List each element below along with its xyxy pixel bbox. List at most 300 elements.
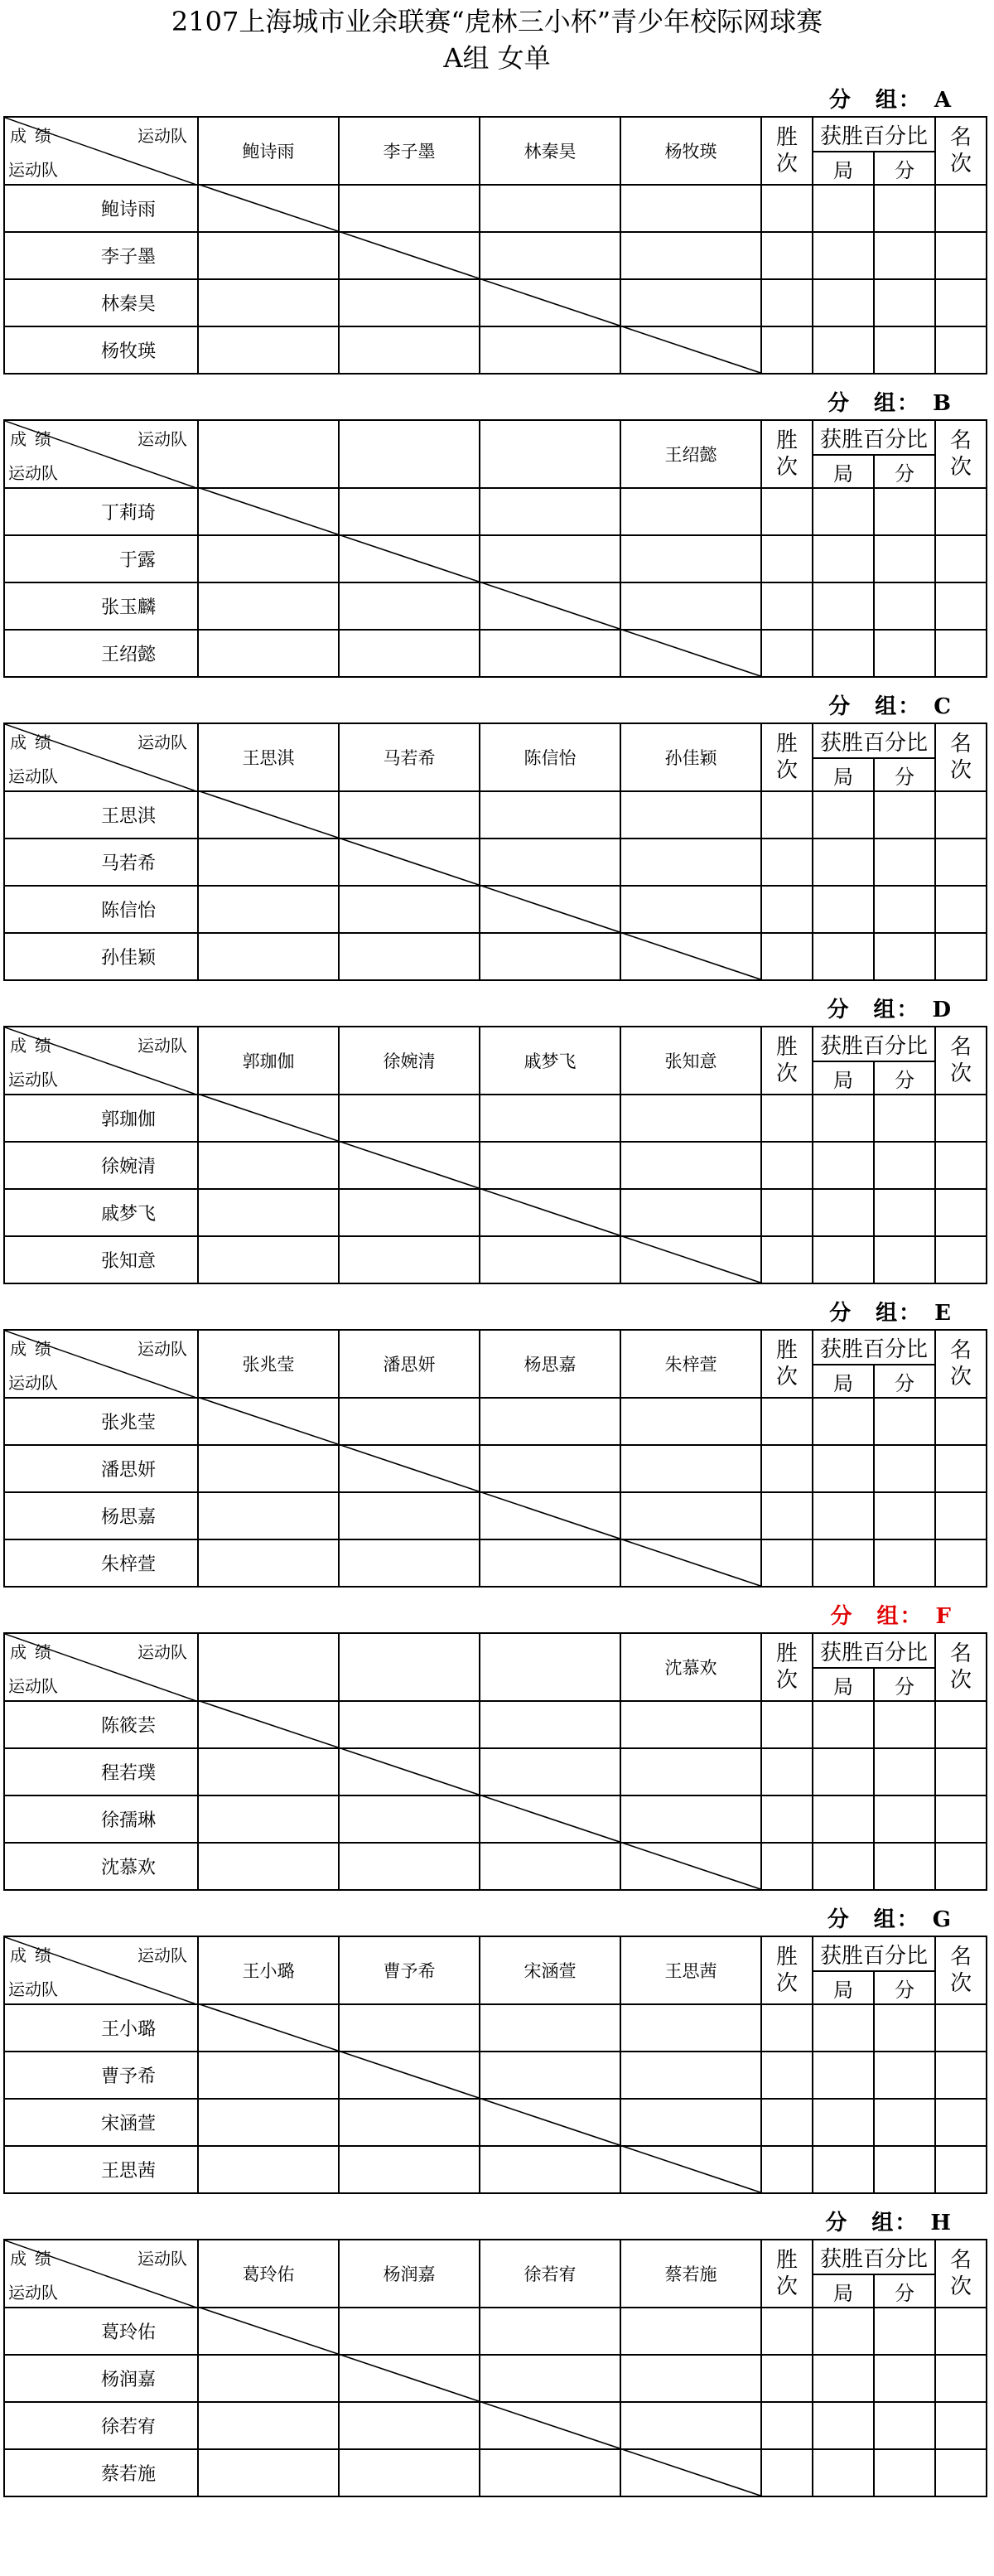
score-cell: [761, 1445, 813, 1492]
row-player-name: 陈筱芸: [4, 1701, 198, 1748]
score-cell: [761, 1492, 813, 1539]
score-cell: [198, 886, 339, 933]
wins-header: [761, 420, 813, 488]
win-percentage-header: 获胜百分比: [813, 2240, 935, 2274]
row-player-name: 朱梓萱: [4, 1539, 198, 1587]
score-cell: [339, 2308, 480, 2355]
score-cell: [813, 886, 874, 933]
rank-header: [935, 420, 987, 488]
score-cell: [620, 1142, 761, 1189]
table-row: [4, 326, 987, 374]
corner-score-label: 成绩: [10, 1945, 60, 1965]
column-player-name: 曹予希: [339, 1936, 480, 2004]
score-cell: [620, 582, 761, 630]
score-cell: [874, 232, 935, 279]
row-player-name: 张兆莹: [4, 1398, 198, 1445]
points-header: 分: [874, 758, 935, 791]
wins-header: [761, 1633, 813, 1701]
row-player-name: 杨思嘉: [4, 1492, 198, 1539]
row-player-name: 程若璞: [4, 1748, 198, 1795]
table-row: [4, 2402, 987, 2449]
score-cell: [813, 933, 874, 980]
score-cell: [874, 630, 935, 677]
column-player-name: 马若希: [339, 723, 480, 791]
score-cell: [935, 886, 987, 933]
score-cell: [339, 1748, 480, 1795]
score-cell: [761, 1795, 813, 1843]
row-player-name: 郭珈伽: [4, 1095, 198, 1142]
score-cell: [761, 2099, 813, 2146]
score-cell: [198, 1492, 339, 1539]
score-cell: [198, 1701, 339, 1748]
score-cell: [198, 1795, 339, 1843]
score-cell: [339, 2099, 480, 2146]
score-cell: [620, 886, 761, 933]
row-player-name: 于露: [4, 535, 198, 582]
group-label: [827, 993, 986, 1026]
corner-score-label: 成绩: [10, 1642, 60, 1662]
games-header: 局: [813, 1971, 874, 2004]
score-cell: [480, 791, 620, 839]
rank-label: 名次: [950, 1641, 972, 1693]
corner-team-left-label: 运动队: [8, 766, 58, 786]
score-cell: [480, 933, 620, 980]
score-cell: [935, 630, 987, 677]
score-cell: [874, 488, 935, 535]
win-percentage-header: 获胜百分比: [813, 420, 935, 455]
score-cell: [761, 2146, 813, 2193]
score-cell: [339, 2355, 480, 2402]
score-cell: [874, 1095, 935, 1142]
score-cell: [198, 791, 339, 839]
score-cell: [480, 1492, 620, 1539]
wins-header: [761, 1936, 813, 2004]
group-table: [3, 1632, 987, 1891]
score-cell: [761, 791, 813, 839]
score-cell: [480, 1748, 620, 1795]
score-cell: [935, 1701, 987, 1748]
group-label-text: 分 组： E: [829, 1301, 953, 1326]
score-cell: [198, 326, 339, 374]
score-cell: [480, 279, 620, 326]
score-cell: [339, 2146, 480, 2193]
corner-team-left-label: 运动队: [8, 1979, 58, 1999]
score-cell: [480, 2004, 620, 2052]
score-cell: [339, 1398, 480, 1445]
score-cell: [874, 535, 935, 582]
score-cell: [874, 2004, 935, 2052]
score-cell: [761, 630, 813, 677]
score-cell: [198, 1095, 339, 1142]
score-cell: [339, 1843, 480, 1890]
score-cell: [874, 1189, 935, 1236]
column-player-name: 徐婉清: [339, 1027, 480, 1095]
games-header: 局: [813, 758, 874, 791]
column-player-name: 徐若宥: [480, 2240, 620, 2308]
score-cell: [935, 1539, 987, 1587]
score-cell: [761, 2308, 813, 2355]
score-cell: [813, 279, 874, 326]
score-cell: [620, 1095, 761, 1142]
table-row: [4, 2449, 987, 2496]
score-cell: [620, 791, 761, 839]
score-cell: [339, 886, 480, 933]
rank-label: 名次: [950, 125, 972, 176]
rank-header: [935, 2240, 987, 2308]
score-cell: [813, 1445, 874, 1492]
score-cell: [620, 1795, 761, 1843]
score-cell: [339, 232, 480, 279]
score-cell: [198, 933, 339, 980]
score-cell: [761, 582, 813, 630]
points-header: 分: [874, 1365, 935, 1398]
table-row: [4, 1795, 987, 1843]
row-player-name: 王思茜: [4, 2146, 198, 2193]
column-player-name: 孙佳颖: [620, 723, 761, 791]
corner-team-left-label: 运动队: [8, 1373, 58, 1393]
score-cell: [198, 1398, 339, 1445]
column-player-name: 林秦昊: [480, 117, 620, 185]
score-cell: [620, 535, 761, 582]
row-player-name: 马若希: [4, 839, 198, 886]
wins-label: 胜次: [776, 1338, 799, 1389]
score-cell: [761, 2449, 813, 2496]
score-cell: [480, 2402, 620, 2449]
score-cell: [620, 232, 761, 279]
group-label-text: 分 组： B: [828, 391, 953, 416]
table-row: [4, 232, 987, 279]
score-cell: [874, 1843, 935, 1890]
score-cell: [874, 1236, 935, 1283]
score-cell: [761, 886, 813, 933]
rank-label: 名次: [950, 732, 972, 783]
score-cell: [198, 839, 339, 886]
score-cell: [813, 1189, 874, 1236]
score-cell: [620, 1398, 761, 1445]
group-label: [829, 83, 986, 116]
wins-label: 胜次: [776, 1945, 799, 1996]
points-header: 分: [874, 1971, 935, 2004]
row-player-name: 杨润嘉: [4, 2355, 198, 2402]
wins-label: 胜次: [776, 428, 799, 480]
score-cell: [874, 326, 935, 374]
score-cell: [480, 1095, 620, 1142]
score-cell: [339, 1539, 480, 1587]
score-cell: [813, 2099, 874, 2146]
score-cell: [935, 1095, 987, 1142]
row-player-name: 徐孺琳: [4, 1795, 198, 1843]
score-cell: [813, 1843, 874, 1890]
score-cell: [874, 791, 935, 839]
table-row: [4, 1539, 987, 1587]
score-cell: [874, 839, 935, 886]
rank-label: 名次: [950, 428, 972, 480]
score-cell: [935, 232, 987, 279]
group-table: [3, 419, 987, 678]
score-cell: [813, 582, 874, 630]
corner-score-label: 成绩: [10, 1036, 60, 1056]
score-cell: [813, 2004, 874, 2052]
score-cell: [813, 2449, 874, 2496]
win-percentage-header: 获胜百分比: [813, 1027, 935, 1061]
column-player-name: [480, 1633, 620, 1701]
table-row: [4, 1236, 987, 1283]
score-cell: [480, 1539, 620, 1587]
score-cell: [761, 279, 813, 326]
table-row: [4, 2355, 987, 2402]
win-percentage-header: 获胜百分比: [813, 723, 935, 758]
score-cell: [935, 1445, 987, 1492]
score-cell: [480, 185, 620, 232]
score-cell: [874, 279, 935, 326]
score-cell: [480, 2146, 620, 2193]
win-percentage-header: 获胜百分比: [813, 1633, 935, 1668]
column-player-name: [198, 1633, 339, 1701]
score-cell: [198, 232, 339, 279]
score-cell: [874, 1445, 935, 1492]
score-cell: [480, 2052, 620, 2099]
win-percentage-header: 获胜百分比: [813, 117, 935, 152]
score-cell: [620, 185, 761, 232]
rank-label: 名次: [950, 1338, 972, 1389]
column-player-name: 杨润嘉: [339, 2240, 480, 2308]
table-row: [4, 2004, 987, 2052]
column-player-name: 陈信怡: [480, 723, 620, 791]
row-player-name: 林秦昊: [4, 279, 198, 326]
score-cell: [620, 326, 761, 374]
score-cell: [339, 1445, 480, 1492]
group-label: [831, 1599, 986, 1632]
score-cell: [813, 1142, 874, 1189]
score-cell: [339, 535, 480, 582]
win-percentage-header: 获胜百分比: [813, 1330, 935, 1365]
column-player-name: 杨牧瑛: [620, 117, 761, 185]
score-cell: [813, 2355, 874, 2402]
score-cell: [761, 2355, 813, 2402]
score-cell: [874, 1539, 935, 1587]
group-label-text: 分 组： F: [830, 1604, 953, 1629]
score-cell: [935, 791, 987, 839]
score-cell: [761, 1142, 813, 1189]
score-cell: [620, 2099, 761, 2146]
score-cell: [480, 1445, 620, 1492]
score-cell: [935, 535, 987, 582]
rank-label: 名次: [950, 1035, 972, 1086]
row-player-name: 张玉麟: [4, 582, 198, 630]
score-cell: [761, 1701, 813, 1748]
score-cell: [480, 1236, 620, 1283]
rank-header: [935, 723, 987, 791]
score-cell: [620, 2052, 761, 2099]
score-cell: [935, 1236, 987, 1283]
score-cell: [198, 1748, 339, 1795]
score-cell: [874, 582, 935, 630]
score-cell: [935, 326, 987, 374]
rank-header: [935, 1936, 987, 2004]
score-cell: [339, 279, 480, 326]
games-header: 局: [813, 455, 874, 488]
rank-label: 名次: [950, 1945, 972, 1996]
score-cell: [480, 1189, 620, 1236]
score-cell: [620, 1236, 761, 1283]
score-cell: [761, 2402, 813, 2449]
table-row: [4, 839, 987, 886]
score-cell: [339, 1095, 480, 1142]
score-cell: [935, 2355, 987, 2402]
row-player-name: 潘思妍: [4, 1445, 198, 1492]
score-cell: [620, 1492, 761, 1539]
score-cell: [480, 886, 620, 933]
corner-cell: [4, 1633, 198, 1701]
corner-team-left-label: 运动队: [8, 463, 58, 483]
corner-team-top-label: 运动队: [138, 732, 187, 752]
score-cell: [813, 2308, 874, 2355]
score-cell: [339, 1189, 480, 1236]
score-cell: [620, 1189, 761, 1236]
score-cell: [198, 1445, 339, 1492]
table-row: [4, 488, 987, 535]
corner-team-top-label: 运动队: [138, 126, 187, 146]
column-player-name: 王绍懿: [620, 420, 761, 488]
corner-team-top-label: 运动队: [138, 2249, 187, 2269]
score-cell: [198, 185, 339, 232]
score-cell: [874, 2308, 935, 2355]
score-cell: [339, 933, 480, 980]
score-cell: [339, 488, 480, 535]
row-player-name: 丁莉琦: [4, 488, 198, 535]
score-cell: [935, 2146, 987, 2193]
score-cell: [874, 1398, 935, 1445]
table-row: [4, 1445, 987, 1492]
column-player-name: 沈慕欢: [620, 1633, 761, 1701]
points-header: 分: [874, 152, 935, 185]
row-player-name: 鲍诗雨: [4, 185, 198, 232]
score-cell: [935, 279, 987, 326]
table-row: [4, 1748, 987, 1795]
score-cell: [813, 1701, 874, 1748]
score-cell: [198, 1539, 339, 1587]
column-player-name: 张知意: [620, 1027, 761, 1095]
win-percentage-header: 获胜百分比: [813, 1936, 935, 1971]
score-cell: [874, 2449, 935, 2496]
group-table: [3, 2239, 987, 2497]
page-header: [0, 0, 994, 76]
score-cell: [339, 2402, 480, 2449]
table-row: [4, 933, 987, 980]
score-cell: [339, 1701, 480, 1748]
score-cell: [761, 326, 813, 374]
column-player-name: 朱梓萱: [620, 1330, 761, 1398]
score-cell: [198, 535, 339, 582]
score-cell: [813, 630, 874, 677]
wins-header: [761, 1027, 813, 1095]
corner-cell: [4, 2240, 198, 2308]
score-cell: [874, 2355, 935, 2402]
corner-team-left-label: 运动队: [8, 1070, 58, 1090]
corner-team-top-label: 运动队: [138, 1642, 187, 1662]
score-cell: [813, 839, 874, 886]
row-player-name: 曹予希: [4, 2052, 198, 2099]
column-player-name: 戚梦飞: [480, 1027, 620, 1095]
score-cell: [339, 839, 480, 886]
score-cell: [813, 488, 874, 535]
score-cell: [198, 630, 339, 677]
rank-label: 名次: [950, 2248, 972, 2299]
row-player-name: 徐婉清: [4, 1142, 198, 1189]
group-label: [828, 386, 986, 419]
table-row: [4, 2099, 987, 2146]
score-cell: [198, 582, 339, 630]
score-cell: [339, 582, 480, 630]
group-label-text: 分 组： D: [827, 998, 953, 1022]
table-row: [4, 1095, 987, 1142]
score-cell: [339, 326, 480, 374]
score-cell: [761, 232, 813, 279]
score-cell: [198, 2004, 339, 2052]
score-cell: [198, 2402, 339, 2449]
score-cell: [339, 1795, 480, 1843]
score-cell: [874, 2099, 935, 2146]
wins-label: 胜次: [776, 1035, 799, 1086]
score-cell: [813, 1236, 874, 1283]
score-cell: [874, 1492, 935, 1539]
score-cell: [198, 2052, 339, 2099]
score-cell: [198, 2355, 339, 2402]
column-player-name: 鲍诗雨: [198, 117, 339, 185]
column-player-name: 王思茜: [620, 1936, 761, 2004]
group-label-text: 分 组： G: [827, 1907, 953, 1932]
corner-cell: [4, 117, 198, 185]
score-cell: [339, 1236, 480, 1283]
score-cell: [339, 2004, 480, 2052]
score-cell: [480, 630, 620, 677]
score-cell: [935, 1189, 987, 1236]
score-cell: [761, 1398, 813, 1445]
score-cell: [198, 488, 339, 535]
points-header: 分: [874, 2274, 935, 2308]
wins-header: [761, 117, 813, 185]
wins-header: [761, 723, 813, 791]
score-cell: [480, 232, 620, 279]
rank-header: [935, 1330, 987, 1398]
score-cell: [620, 2308, 761, 2355]
table-row: [4, 279, 987, 326]
score-cell: [935, 2402, 987, 2449]
score-cell: [813, 791, 874, 839]
wins-header: [761, 1330, 813, 1398]
group-table: [3, 1936, 987, 2194]
score-cell: [935, 2449, 987, 2496]
rank-header: [935, 1633, 987, 1701]
score-cell: [480, 2355, 620, 2402]
score-cell: [480, 326, 620, 374]
row-player-name: 沈慕欢: [4, 1843, 198, 1890]
score-cell: [813, 1748, 874, 1795]
score-cell: [620, 2355, 761, 2402]
wins-label: 胜次: [776, 1641, 799, 1693]
score-cell: [813, 185, 874, 232]
score-cell: [198, 2449, 339, 2496]
score-cell: [874, 1701, 935, 1748]
corner-score-label: 成绩: [10, 429, 60, 449]
score-cell: [198, 1142, 339, 1189]
group-table: [3, 116, 987, 375]
page-subtitle: A组 女单: [443, 42, 551, 74]
wins-label: 胜次: [776, 2248, 799, 2299]
games-header: 局: [813, 2274, 874, 2308]
score-cell: [813, 326, 874, 374]
corner-team-top-label: 运动队: [138, 1945, 187, 1965]
